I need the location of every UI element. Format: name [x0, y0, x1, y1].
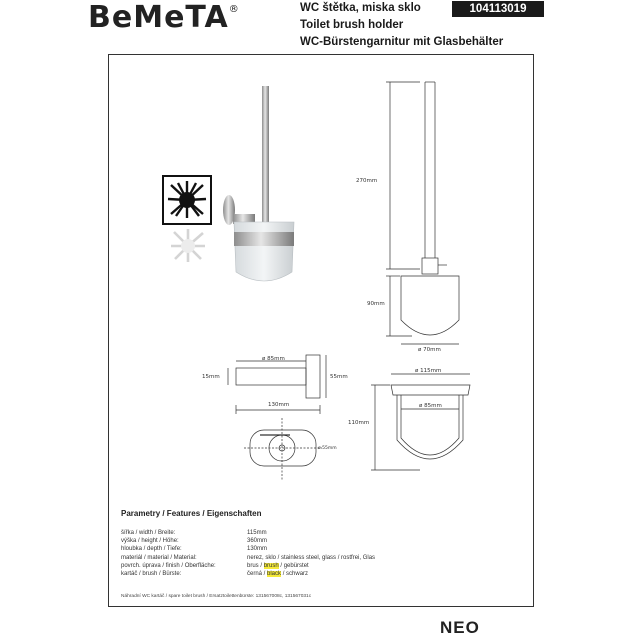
param-label: šířka / width / Breite: [121, 530, 176, 536]
front-view [244, 418, 322, 480]
dim-front-height: 110mm [348, 420, 370, 426]
param-label: povrch. úprava / finish / Oberfläche: [121, 562, 216, 569]
param-value-post: / schwarz [281, 570, 309, 577]
param-value-highlight: black [267, 570, 282, 577]
cup-section [371, 374, 470, 470]
param-row [121, 537, 375, 545]
brush-white-icon [171, 229, 205, 262]
param-value-pre: černá / [247, 570, 268, 577]
dim-rosette: ø 55mm [318, 446, 337, 451]
param-value-post: / gebürstet [278, 562, 309, 569]
param-row [121, 562, 375, 570]
series-name: NEO [440, 618, 480, 637]
side-elevation [386, 82, 459, 344]
param-value: 115mm [247, 530, 267, 536]
trademark: ® [228, 4, 240, 15]
title-de: WC-Bürstengarnitur mit Glasbehälter [300, 36, 504, 48]
dim-top-diameter: ø 85mm [262, 356, 285, 362]
param-label: materiál / material / Material: [121, 554, 197, 561]
param-label: výška / height / Höhe: [121, 538, 179, 545]
dim-top-side-h: 15mm [202, 374, 220, 380]
param-row [121, 554, 375, 562]
parameters-title: Parametry / Features / Eigenschaften [121, 509, 262, 518]
title-en: Toilet brush holder [300, 19, 404, 31]
dim-height-total: 270mm [356, 178, 378, 184]
dim-cup-diameter: ø 70mm [418, 347, 441, 353]
param-value: 360mm [247, 538, 268, 545]
param-value: 130mm [247, 546, 268, 553]
dim-front-inner: ø 85mm [419, 403, 442, 409]
param-label: kartáč / brush / Bürste: [121, 570, 182, 577]
param-row [121, 570, 375, 578]
param-value-pre: brus / [247, 562, 264, 569]
dim-front-width: ø 115mm [415, 368, 442, 374]
param-value: nerez, sklo / stainless steel, glass / rostfrei, Glas [247, 554, 376, 561]
brush-black-icon [163, 176, 211, 224]
product-photo [223, 86, 294, 281]
dim-height-cup: 90mm [367, 301, 385, 307]
param-value-highlight: brush [263, 562, 279, 569]
dim-top-depth: 130mm [268, 402, 290, 408]
param-label: hloubka / depth / Tiefe: [121, 546, 182, 553]
brand-name: BeMeTA [88, 0, 229, 35]
param-row [121, 529, 375, 537]
title-cz: WC štětka, miska sklo [300, 2, 421, 14]
dim-top-side-r: 55mm [330, 374, 348, 380]
param-row [121, 545, 375, 553]
product-code: 104113019 [452, 1, 544, 17]
spare-brush-note: Náhradní WC kartáč / spare toilet brush / Ersatztoilettenbürste: 131567008c, 131567031c [121, 594, 312, 599]
parameters-table [121, 529, 375, 578]
